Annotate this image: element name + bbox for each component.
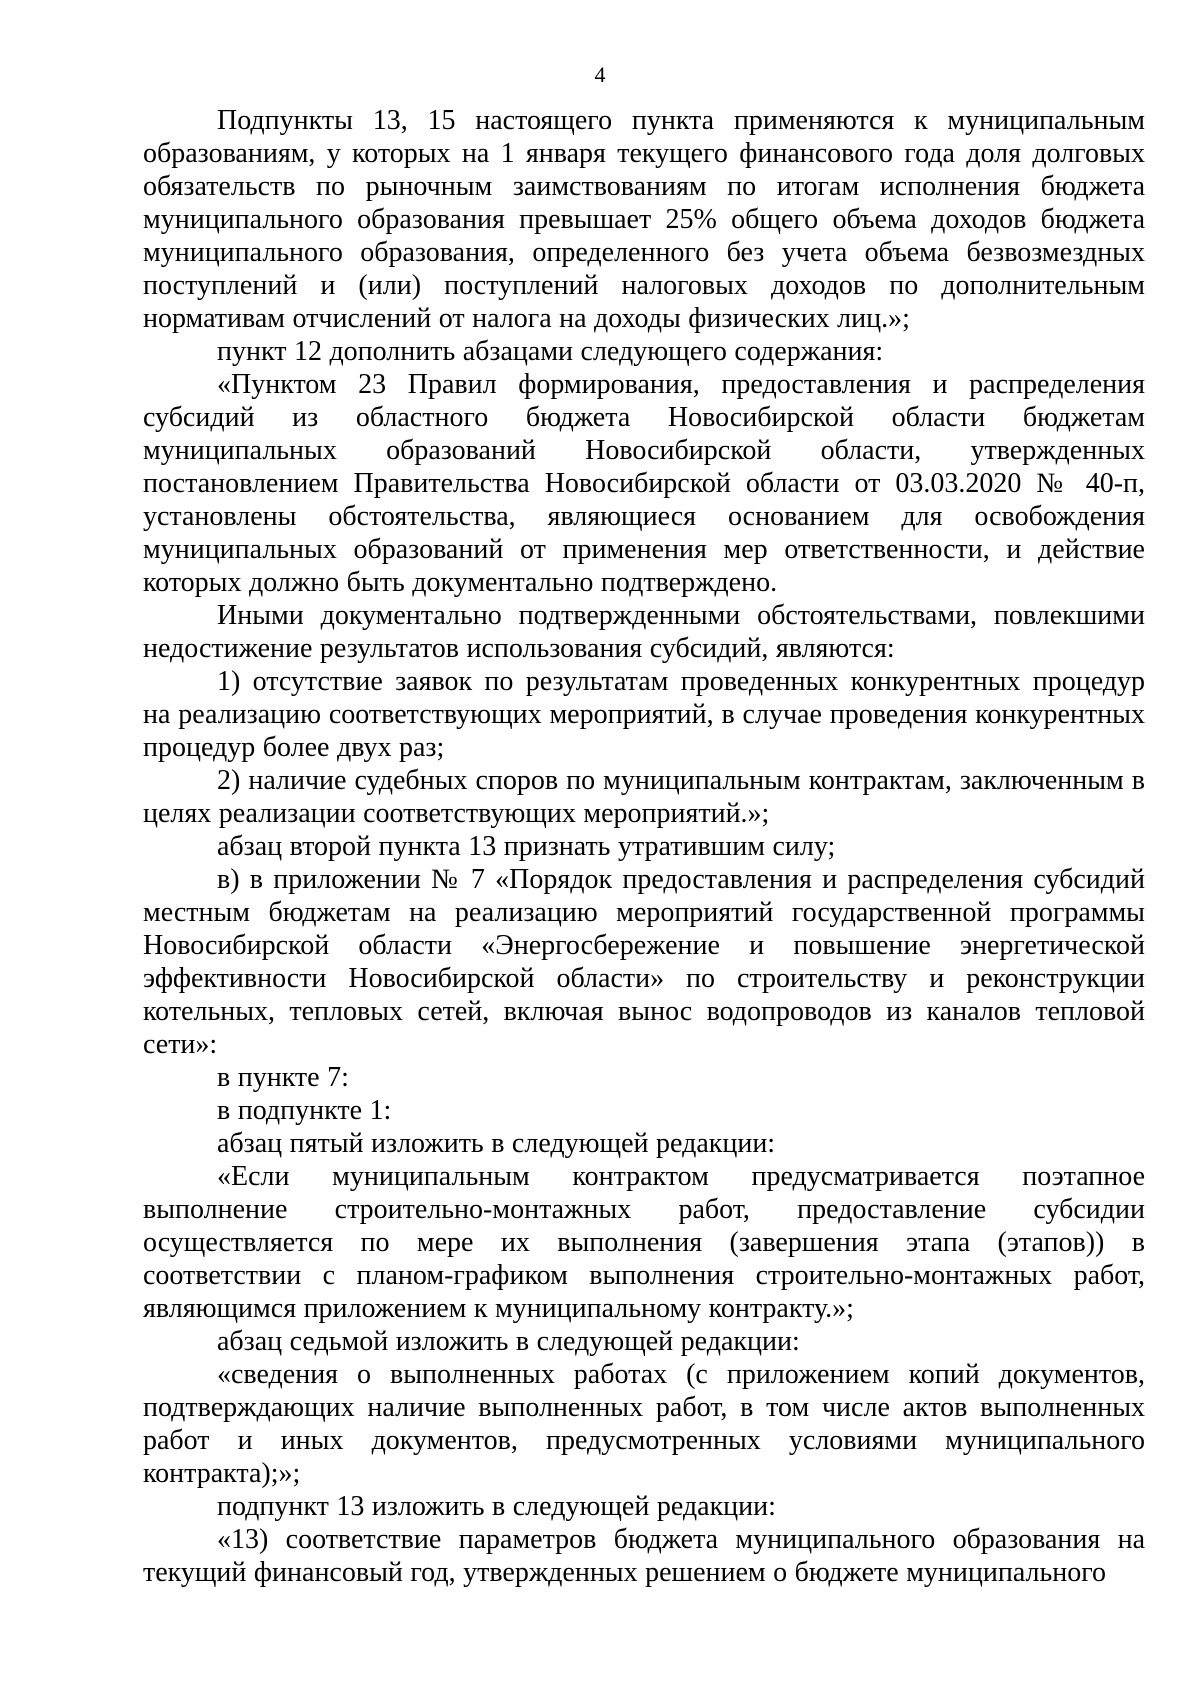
paragraph: в подпункте 1:	[217, 1095, 392, 1126]
paragraph: подпункт 13 изложить в следующей редакции:	[217, 1491, 776, 1522]
paragraph: абзац седьмой изложить в следующей редакции:	[217, 1326, 800, 1357]
paragraph: в пункте 7:	[217, 1062, 349, 1093]
paragraph: «Пунктом 23 Правил формирования, предоставления и распределения субсидий из областного бюджета Новосибирской области бюджетам муниципальных образований Новосибирской области, утвержденных постановлением Правительства Новосибирской области от 03.03.2020 № 40-п, установлены обстоятельства, являющиеся основанием для освобождения муниципальных образований от применения мер ответственности, и действие которых должно быть документально подтверждено.	[143, 369, 1145, 598]
document-body	[143, 104, 1145, 1589]
paragraph: абзац пятый изложить в следующей редакции:	[217, 1128, 776, 1159]
paragraph: в) в приложении № 7 «Порядок предоставления и распределения субсидий местным бюджетам на реализацию мероприятий государственной программы Новосибирской области «Энергосбережение и повышение энергетической эффективности Новосибирской области» по строительству и реконструкции котельных, тепловых сетей, включая вынос водопроводов из каналов тепловой сети»:	[143, 864, 1145, 1060]
paragraph: «Если муниципальным контрактом предусматривается поэтапное выполнение строительно-монтажных работ, предоставление субсидии осуществляется по мере их выполнения (завершения этапа (этапов)) в соответствии с планом-графиком выполнения строительно-монтажных работ, являющимся приложением к муниципальному контракту.»;	[143, 1161, 1145, 1324]
paragraph: Иными документально подтвержденными обстоятельствами, повлекшими недостижение результатов использования субсидий, являются:	[143, 600, 1145, 664]
paragraph: «13) соответствие параметров бюджета муниципального образования на текущий финансовый год, утвержденных решением о бюджете муниципального	[143, 1524, 1145, 1588]
page-number: 4	[594, 62, 606, 87]
paragraph: пункт 12 дополнить абзацами следующего содержания:	[217, 336, 884, 367]
paragraph: Подпункты 13, 15 настоящего пункта применяются к муниципальным образованиям, у которых на 1 января текущего финансового года доля долговых обязательств по рыночным заимствованиям по итогам исполнения бюджета муниципального образования превышает 25% общего объема доходов бюджета муниципального образования, определенного без учета объема безвозмездных поступлений и (или) поступлений налоговых доходов по дополнительным нормативам отчислений от налога на доходы физических лиц.»;	[143, 105, 1145, 334]
paragraph: абзац второй пункта 13 признать утратившим силу;	[217, 831, 836, 862]
paragraph: 1) отсутствие заявок по результатам проведенных конкурентных процедур на реализацию соответствующих мероприятий, в случае проведения конкурентных процедур более двух раз;	[143, 666, 1145, 763]
paragraph: 2) наличие судебных споров по муниципальным контрактам, заключенным в целях реализации соответствующих мероприятий.»;	[143, 765, 1145, 829]
paragraph: «сведения о выполненных работах (с приложением копий документов, подтверждающих наличие выполненных работ, в том числе актов выполненных работ и иных документов, предусмотренных условиями муниципального контракта);»;	[143, 1359, 1145, 1489]
